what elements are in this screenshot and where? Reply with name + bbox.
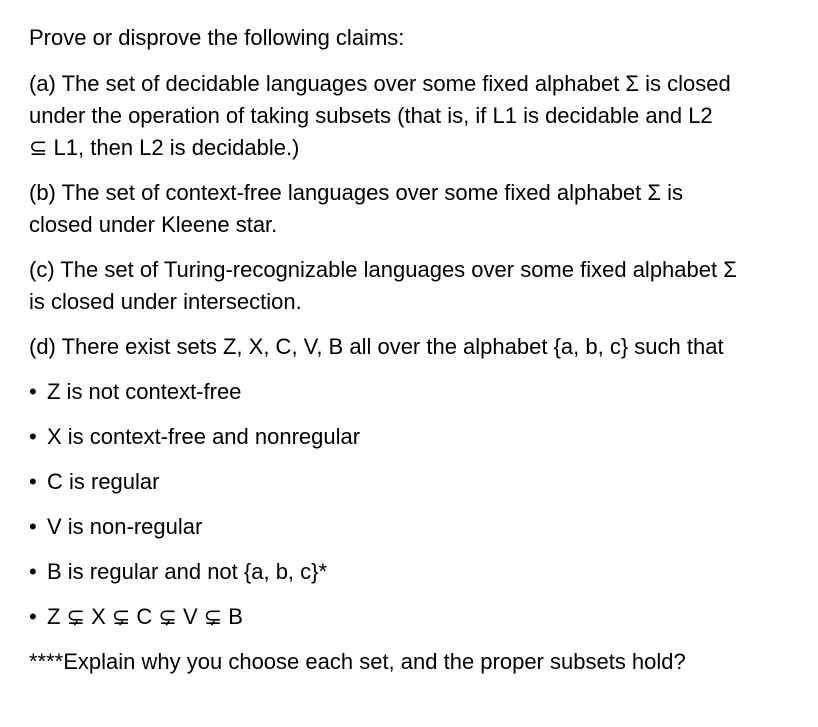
claim-c-line-2: is closed under intersection.	[29, 289, 302, 314]
claim-a-line-2: under the operation of taking subsets (that is, if L1 is decidable and L2	[29, 103, 713, 128]
list-item	[29, 511, 796, 543]
bullet-icon: •	[29, 379, 37, 404]
claim-b-line-2: closed under Kleene star.	[29, 212, 278, 237]
bullet-text: C is regular	[47, 469, 160, 494]
list-item	[29, 556, 796, 588]
bullet-list	[29, 376, 796, 633]
claim-a-line-1: (a) The set of decidable languages over some fixed alphabet Σ is closed	[29, 71, 731, 96]
bullet-text: Z ⊊ X ⊊ C ⊊ V ⊊ B	[47, 604, 243, 629]
bullet-icon: •	[29, 469, 37, 494]
bullet-icon: •	[29, 514, 37, 539]
list-item	[29, 466, 796, 498]
claim-c	[29, 254, 796, 318]
list-item	[29, 376, 796, 408]
list-item	[29, 421, 796, 453]
footer-text: ****Explain why you choose each set, and the proper subsets hold?	[29, 649, 686, 674]
bullet-icon: •	[29, 559, 37, 584]
claim-d	[29, 331, 796, 363]
claim-b	[29, 177, 796, 241]
bullet-text: V is non-regular	[47, 514, 203, 539]
claim-d-line-1: (d) There exist sets Z, X, C, V, B all over the alphabet {a, b, c} such that	[29, 334, 724, 359]
claim-a	[29, 68, 796, 164]
bullet-text: X is context-free and nonregular	[47, 424, 361, 449]
claim-b-line-1: (b) The set of context-free languages over some fixed alphabet Σ is	[29, 180, 683, 205]
bullet-icon: •	[29, 604, 37, 629]
list-item	[29, 601, 796, 633]
claim-a-line-3: ⊆ L1, then L2 is decidable.)	[29, 135, 300, 160]
bullet-text: Z is not context-free	[47, 379, 242, 404]
bullet-text: B is regular and not {a, b, c}*	[47, 559, 328, 584]
bullet-icon: •	[29, 424, 37, 449]
claim-c-line-1: (c) The set of Turing-recognizable languages over some fixed alphabet Σ	[29, 257, 737, 282]
intro-text: Prove or disprove the following claims:	[29, 25, 405, 50]
